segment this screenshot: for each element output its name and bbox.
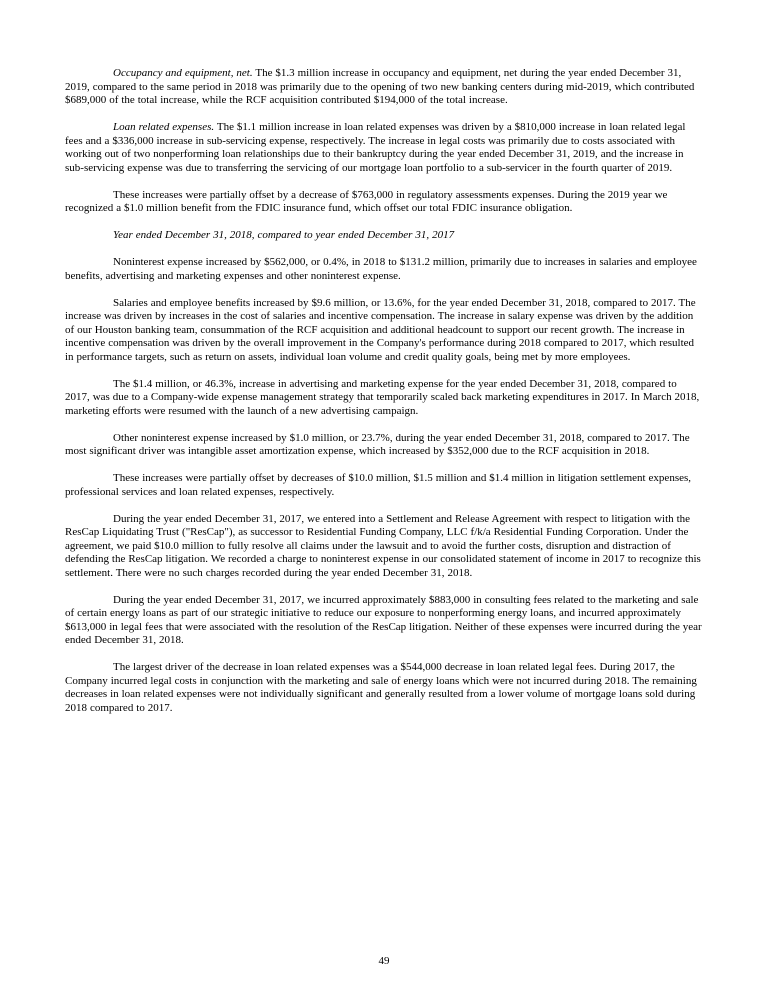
paragraph-text: The $1.3 million increase in occupancy and equipment, net during the year ended December 31, 2019, compared to the same period in 2018 was primarily due to the opening of two new banking centers during mid-2019, which contributed $689,000 of the total increase, while the RCF acquisition contributed $194,000 of the total increase.	[65, 67, 695, 106]
paragraph: During the year ended December 31, 2017, we incurred approximately $883,000 in consulting fees related to the marketing and sale of certain energy loans as part of our strategic initiative to reduce our exposure to nonperforming energy loans, and incurred approximately $613,000 in legal fees that were associated with the resolution of the ResCap litigation. Neither of these expenses were incurred during the year ended December 31, 2018.	[65, 593, 702, 646]
paragraph-lead-italic: Loan related expenses.	[113, 121, 215, 133]
paragraph-lead-italic: Occupancy and equipment, net.	[113, 67, 253, 79]
paragraph	[65, 121, 704, 175]
paragraph: Salaries and employee benefits increased by $9.6 million, or 13.6%, for the year ended December 31, 2018, compared to 2017. The increase was driven by increases in the cost of salaries and incentive compensation. The increase in salary expense was driven by the addition of our Houston banking team, consummation of the RCF acquisition and additional headcount to support our recent growth. The increase in incentive compensation was driven by the overall improvement in the Company's performance during 2018 compared to 2017, which resulted in performance targets, such as return on assets, individual loan volume and credit quality goals, being met by more employees.	[65, 296, 696, 363]
paragraph: The largest driver of the decrease in loan related expenses was a $544,000 decrease in loan related legal fees. During 2017, the Company incurred legal costs in conjunction with the marketing and sale of energy loans which were not incurred during 2018. The remaining decreases in loan related expenses were not individually significant and generally resulted from a lower volume of mortgage loans sold during 2018 compared to 2017.	[65, 661, 697, 714]
paragraph-text: The $1.1 million increase in loan related expenses was driven by a $810,000 increase in loan related legal fees and a $336,000 increase in sub-servicing expense, respectively. The increase in legal costs was primarily due to costs associated with working out of two nonperforming loan relationships due to their bankruptcy during the year ended December 31, 2019, and the increase in sub-servicing expense was due to transferring the servicing of our mortgage loan portfolio to a sub-servicer in the fourth quarter of 2019.	[65, 121, 686, 174]
paragraph: These increases were partially offset by a decrease of $763,000 in regulatory assessments expenses. During the 2019 year we recognized a $1.0 million benefit from the FDIC insurance fund, which offset our total FDIC insurance obligation.	[65, 188, 668, 214]
page-footer	[0, 955, 768, 969]
paragraph: Other noninterest expense increased by $1.0 million, or 23.7%, during the year ended December 31, 2018, compared to 2017. The most significant driver was intangible asset amortization expense, which increased by $352,000 due to the RCF acquisition in 2018.	[65, 431, 690, 457]
page-number: 49	[378, 955, 390, 967]
paragraph: These increases were partially offset by decreases of $10.0 million, $1.5 million and $1.4 million in litigation settlement expenses, professional services and loan related expenses, respectively.	[65, 472, 692, 498]
section-heading: Year ended December 31, 2018, compared to year ended December 31, 2017	[113, 229, 455, 241]
paragraph: During the year ended December 31, 2017, we entered into a Settlement and Release Agreement with respect to litigation with the ResCap Liquidating Trust ("ResCap"), as successor to Residential Funding Company, LLC f/k/a Residential Funding Corporation. Under the agreement, we paid $10.0 million to fully resolve all claims under the lawsuit and to avoid the further costs, disruption and distraction of defending the ResCap litigation. We recorded a charge to noninterest expense in our consolidated statement of income in 2017 to recognize this settlement. There were no such charges recorded during the year ended December 31, 2018.	[65, 512, 701, 579]
paragraph	[65, 67, 704, 108]
paragraph: Noninterest expense increased by $562,000, or 0.4%, in 2018 to $131.2 million, primarily due to increases in salaries and employee benefits, advertising and marketing expenses and other noninterest expense.	[65, 256, 697, 282]
document-body	[65, 67, 704, 729]
paragraph: The $1.4 million, or 46.3%, increase in advertising and marketing expense for the year ended December 31, 2018, compared to 2017, was due to a Company-wide expense management strategy that temporarily scaled back marketing expenditures in 2017. In March 2018, marketing efforts were resumed with the launch of a new advertising campaign.	[65, 377, 700, 417]
